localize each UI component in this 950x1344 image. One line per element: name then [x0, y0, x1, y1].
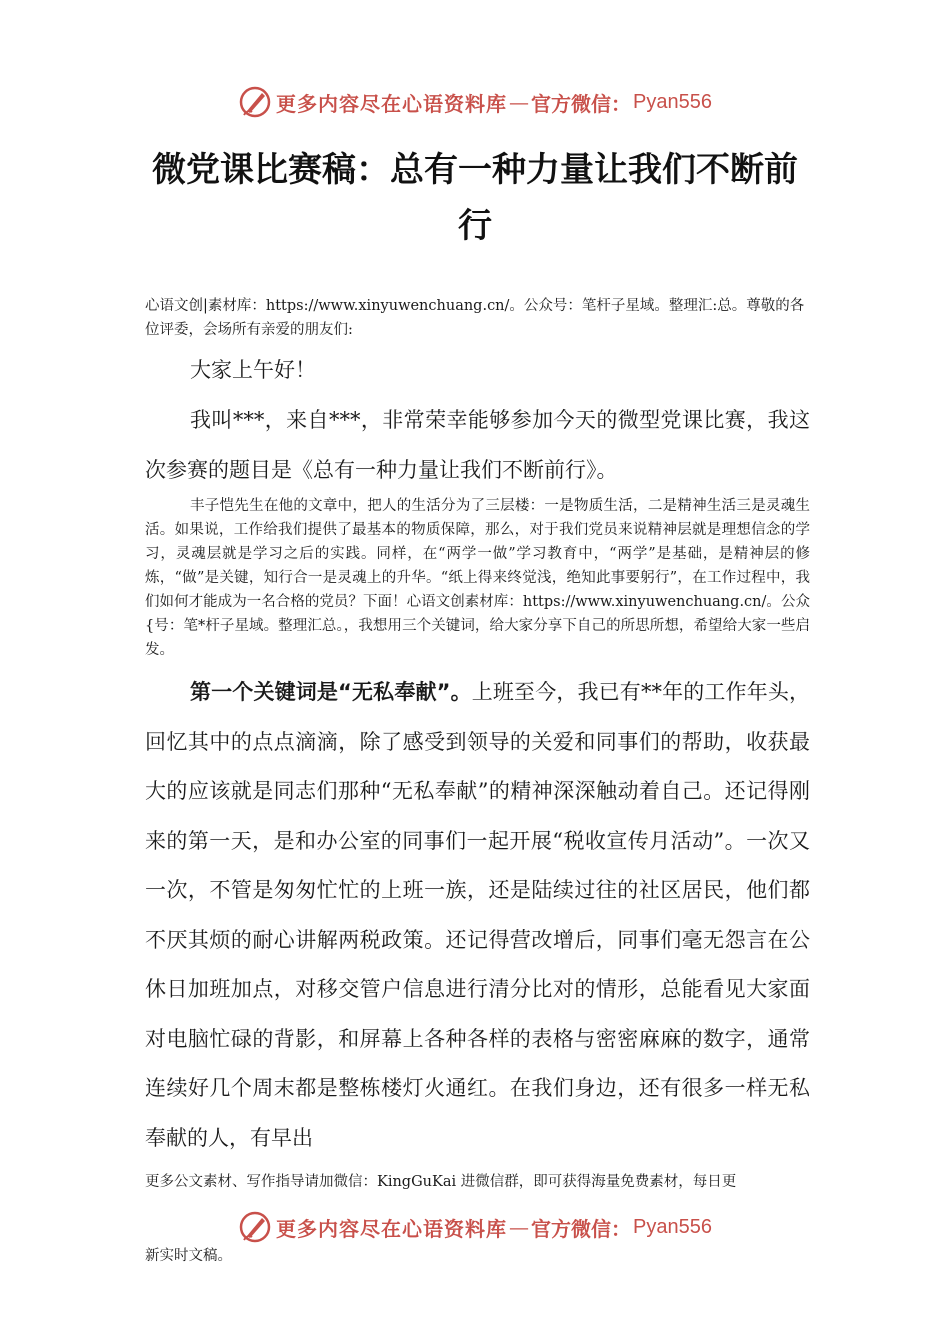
greeting: 大家上午好！ [190, 358, 316, 382]
keyword-paragraph [145, 668, 810, 1163]
footer-tail: 新实时文稿。 [145, 1248, 232, 1264]
pen-logo-icon [238, 85, 272, 119]
header-banner [0, 82, 950, 122]
banner-separator: — [509, 1215, 530, 1239]
banner-wechat-id: Pyan556 [633, 1215, 712, 1238]
banner-brand: 官方微信： [531, 1216, 632, 1241]
banner-brand: 官方微信： [531, 91, 632, 116]
banner-text: 更多内容尽在心语资料库 [276, 1216, 508, 1241]
footer-note: 更多公文素材、写作指导请加微信：KingGuKai 进微信群，即可获得海量免费素材，每日更 [145, 1174, 737, 1190]
footer-banner [0, 1207, 950, 1247]
self-intro-paragraph: 我叫***，来自***，非常荣幸能够参加今天的微型党课比赛，我这次参赛的题目是《总有一种力量让我们不断前行》。 [145, 408, 810, 482]
quote-paragraph: 丰子恺先生在他的文章中，把人的生活分为了三层楼：一是物质生活，二是精神生活三是灵魂生活。如果说，工作给我们提供了最基本的物质保障，那么，对于我们党员来说精神层就是理想信念的学习，灵魂层就是学习之后的实践。同样，在“两学一做”学习教育中，“两学”是基础，是精神层的修炼，“做”是关键，知行合一是灵魂上的升华。“纸上得来终觉浅，绝知此事要躬行”，在工作过程中，我们如何才能成为一名合格的党员？下面！心语文创素材库：https://www.xinyuwenchuang.cn/。公众{号：笔*杆子星域。整理汇总。，我想用三个关键词，给大家分享下自己的所思所想，希望给大家一些启发。 [145, 498, 810, 658]
banner-separator: — [509, 90, 530, 114]
document-title: 微党课比赛稿：总有一种力量让我们不断前行 [152, 150, 798, 246]
pen-logo-icon [238, 1210, 272, 1244]
keyword-body: 上班至今，我已有**年的工作年头，回忆其中的点点滴滴，除了感受到领导的关爱和同事们的帮助，收获最大的应该就是同志们那种“无私奉献”的精神深深触动着自己。还记得刚来的第一天，是和办公室的同事们一起开展“税收宣传月活动”。一次又一次，不管是匆匆忙忙的上班一族，还是陆续过往的社区居民，他们都不厌其烦的耐心讲解两税政策。还记得营改增后，同事们毫无怨言在公休日加班加点，对移交管户信息进行清分比对的情形，总能看见大家面对电脑忙碌的背影，和屏幕上各种各样的表格与密密麻麻的数字，通常连续好几个周末都是整栋楼灯火通红。在我们身边，还有很多一样无私奉献的人，有早出 [145, 680, 811, 1150]
banner-wechat-id: Pyan556 [633, 90, 712, 113]
intro-paragraph: 心语文创|素材库：https://www.xinyuwenchuang.cn/。公众号：笔杆子星域。整理汇:总。尊敬的各位评委，会场所有亲爱的朋友们: [145, 298, 805, 338]
keyword-lead: 第一个关键词是“无私奉献”。 [190, 680, 472, 704]
banner-text: 更多内容尽在心语资料库 [276, 91, 508, 116]
